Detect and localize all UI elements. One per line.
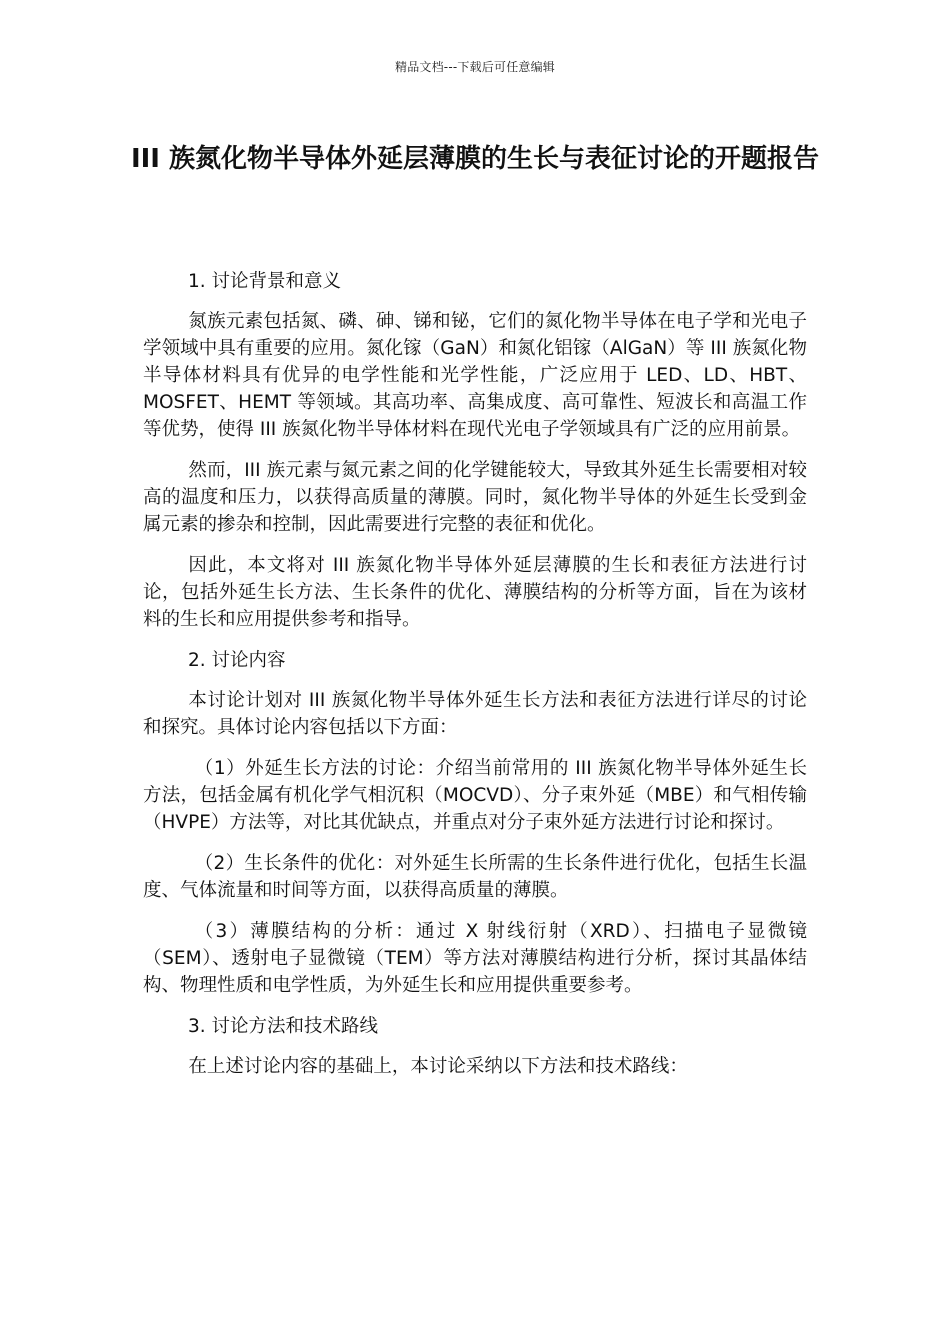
document-body xyxy=(143,268,807,1094)
paragraph: 氮族元素包括氮、磷、砷、锑和铋，它们的氮化物半导体在电子学和光电子学领域中具有重要的应用。氮化镓（GaN）和氮化铝镓（AlGaN）等 III 族氮化物半导体材料具有优异的电学性能和光学性能，广泛应用于 LED、LD、HBT、MOSFET、HEMT 等领域。其高功率、高集成度、高可靠性、短波长和高温工作等优势，使得 III 族氮化物半导体材料在现代光电子学领域具有广泛的应用前景。 xyxy=(143,311,807,440)
paragraph: 在上述讨论内容的基础上，本讨论采纳以下方法和技术路线： xyxy=(188,1056,688,1077)
list-item: （2）生长条件的优化：对外延生长所需的生长条件进行优化，包括生长温度、气体流量和时间等方面，以获得高质量的薄膜。 xyxy=(143,853,807,901)
section-heading-3: 3. 讨论方法和技术路线 xyxy=(188,1016,379,1037)
header-note: 精品文档---下载后可任意编辑 xyxy=(395,60,555,74)
section-heading-2: 2. 讨论内容 xyxy=(188,650,286,671)
paragraph: 因此，本文将对 III 族氮化物半导体外延层薄膜的生长和表征方法进行讨论，包括外延生长方法、生长条件的优化、薄膜结构的分析等方面，旨在为该材料的生长和应用提供参考和指导。 xyxy=(143,555,807,630)
list-item: （1）外延生长方法的讨论：介绍当前常用的 III 族氮化物半导体外延生长方法，包括金属有机化学气相沉积（MOCVD）、分子束外延（MBE）和气相传输（HVPE）方法等，对比其优缺点，并重点对分子束外延方法进行讨论和探讨。 xyxy=(143,758,807,833)
paragraph: 然而，III 族元素与氮元素之间的化学键能较大，导致其外延生长需要相对较高的温度和压力，以获得高质量的薄膜。同时，氮化物半导体的外延生长受到金属元素的掺杂和控制，因此需要进行完整的表征和优化。 xyxy=(143,460,807,535)
paragraph: 本讨论计划对 III 族氮化物半导体外延生长方法和表征方法进行详尽的讨论和探究。具体讨论内容包括以下方面： xyxy=(143,690,807,738)
section-heading-1: 1. 讨论背景和意义 xyxy=(188,271,342,292)
document-title: III 族氮化物半导体外延层薄膜的生长与表征讨论的开题报告 xyxy=(130,144,820,174)
list-item: （3）薄膜结构的分析：通过 X 射线衍射（XRD）、扫描电子显微镜（SEM）、透射电子显微镜（TEM）等方法对薄膜结构进行分析，探讨其晶体结构、物理性质和电学性质，为外延生长和应用提供重要参考。 xyxy=(143,921,807,996)
